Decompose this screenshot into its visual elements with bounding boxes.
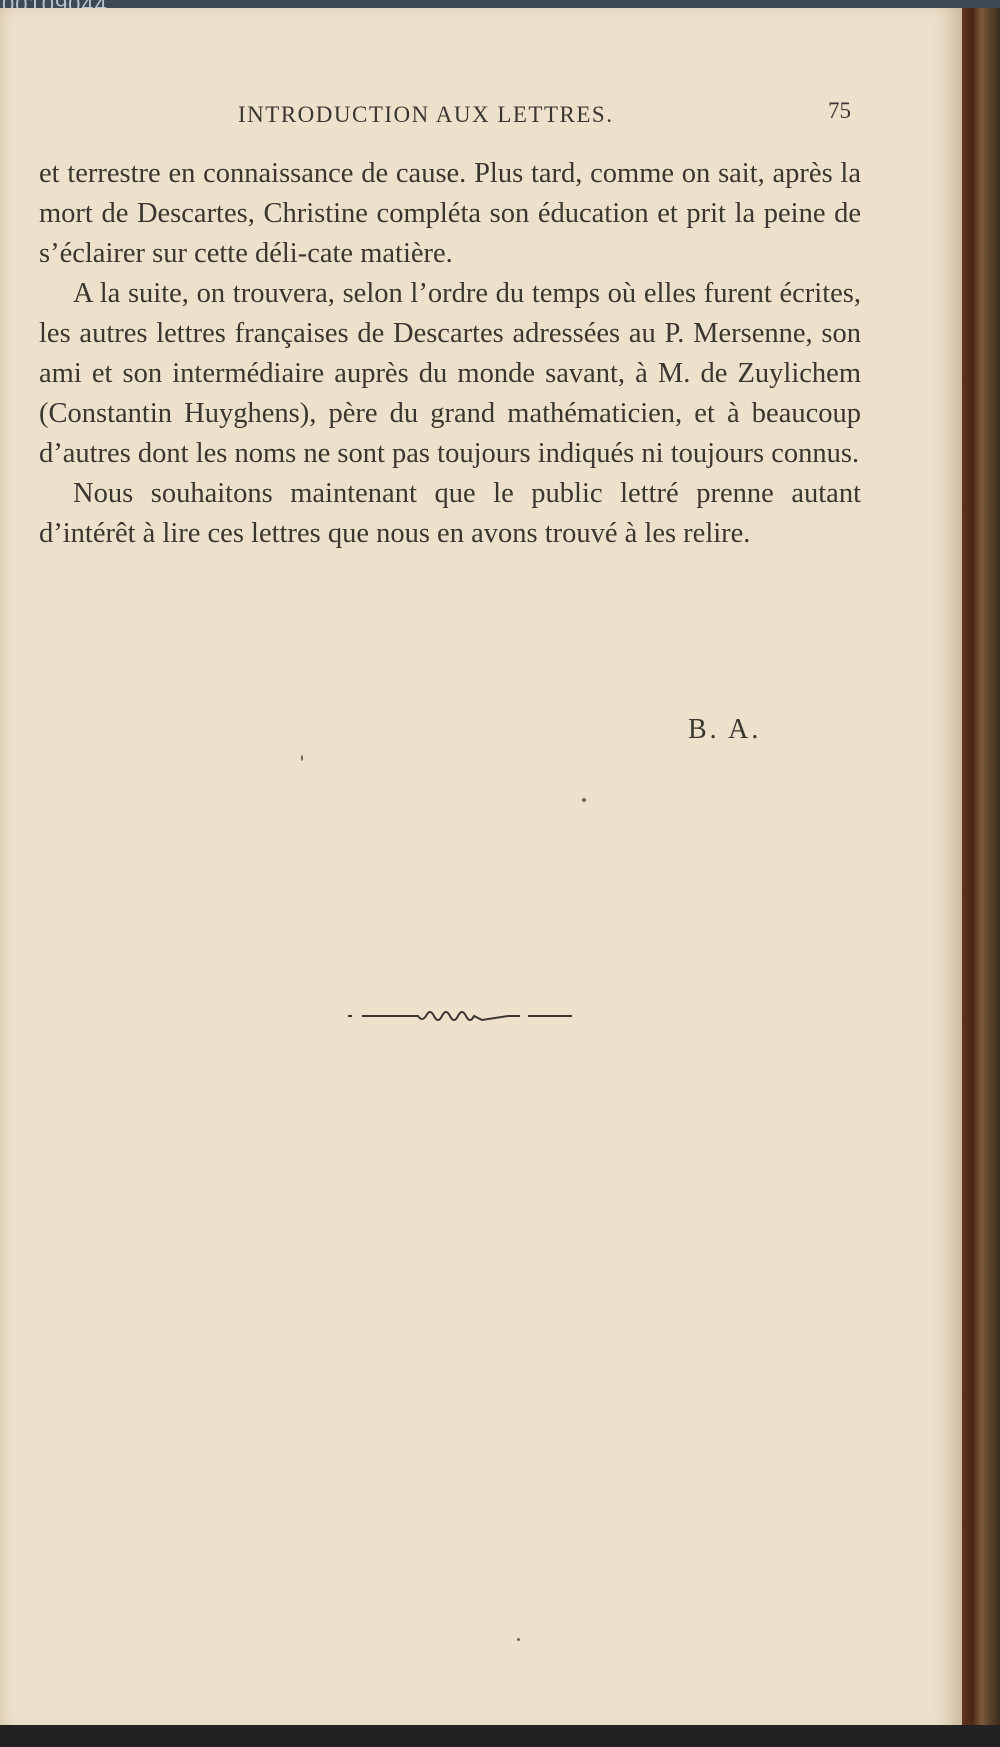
paper-speck (301, 755, 303, 761)
page-number: 75 (828, 98, 851, 123)
paragraph: Nous souhaitons maintenant que le public lettré prenne autant d’intérêt à lire ces lettres que nous en avons trouvé à les relire. (39, 478, 861, 549)
paragraph: et terrestre en connaissance de cause. Plus tard, comme on sait, après la mort de Descartes, Christine compléta son éducation et prit la peine de s’éclairer sur cette déli-cate matière. (39, 158, 861, 269)
paper-speck (582, 798, 586, 802)
book-cover-edge (958, 8, 1000, 1733)
scan-footer-band (0, 1725, 1000, 1747)
body-text (39, 154, 861, 554)
paper-speck (517, 1638, 520, 1641)
signature-initials: B. A. (688, 714, 762, 745)
running-head: INTRODUCTION AUX LETTRES. (238, 102, 614, 127)
ornamental-rule (348, 1002, 572, 1030)
book-page (0, 8, 962, 1728)
paragraph: A la suite, on trouvera, selon l’ordre du temps où elles furent écrites, les autres lettres françaises de Descartes adressées au P. Mersenne, son ami et son intermédiaire auprès du monde savant, à M. de Zuylichem (Constantin Huyghens), père du grand mathématicien, et à beaucoup d’autres dont les noms ne sont pas toujours indiqués ni toujours connus. (39, 278, 861, 469)
